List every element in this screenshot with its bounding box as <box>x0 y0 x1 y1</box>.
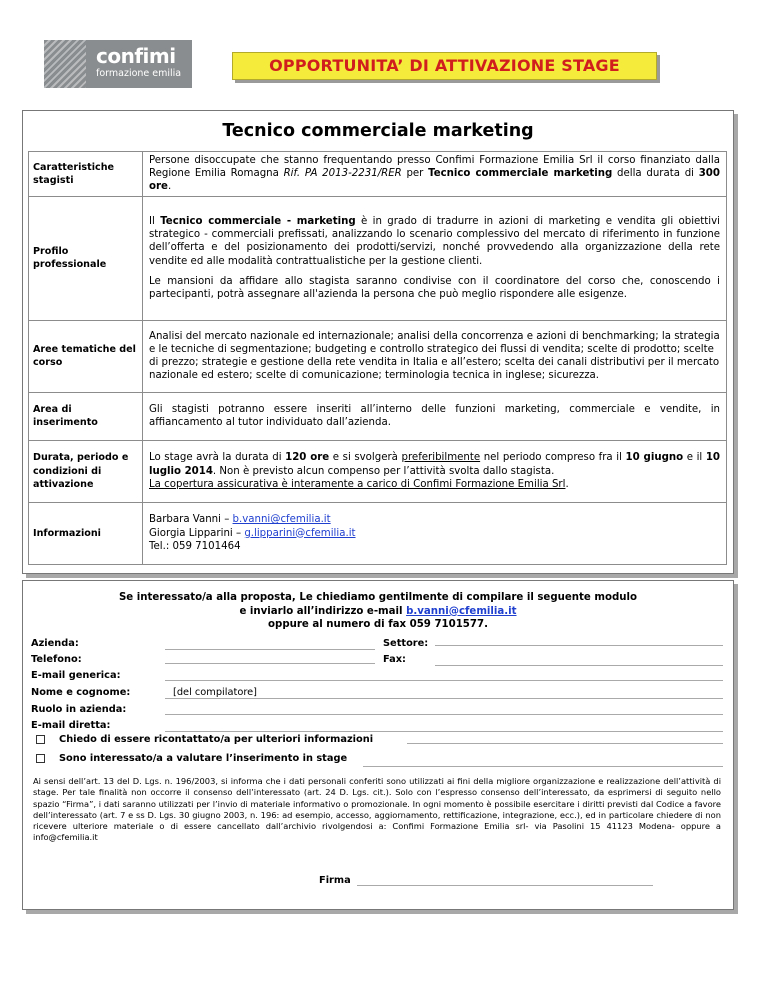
page-banner-title: OPPORTUNITA’ DI ATTIVAZIONE STAGE <box>232 52 657 80</box>
checkbox-ricontatto[interactable] <box>36 735 45 744</box>
stage-offer-card <box>22 110 734 574</box>
row-caratteristiche <box>29 152 727 197</box>
input-azienda[interactable] <box>165 649 375 650</box>
value-profilo <box>143 196 727 320</box>
response-form <box>22 580 734 910</box>
input-email-generica[interactable] <box>165 680 723 681</box>
label-inserimento: Sono interessato/a a valutare l’inserimento in stage <box>59 753 348 764</box>
contact-phone: Tel.: 059 7101464 <box>149 540 241 552</box>
input-firma[interactable] <box>357 885 653 886</box>
confimi-logo <box>44 40 192 88</box>
text: nel periodo compreso fra il <box>480 452 626 464</box>
input-fax[interactable] <box>435 665 723 666</box>
text: e inviarlo all’indirizzo e-mail <box>239 605 407 617</box>
profilo-paragraph-1 <box>149 215 720 268</box>
rif-pa: Rif. PA 2013-2231/RER <box>283 168 402 180</box>
input-ricontatto-note[interactable] <box>407 743 723 744</box>
logo-subtitle: formazione emilia <box>96 68 182 79</box>
course-hours: 300 ore <box>149 168 720 193</box>
label-settore: Settore: <box>383 638 429 649</box>
text: . <box>167 181 172 193</box>
row-informazioni <box>29 502 727 564</box>
intro-line <box>23 605 733 619</box>
card-title: Tecnico commerciale marketing <box>222 121 534 141</box>
insurance-note: La copertura assicurativa è interamente a carico di Confimi Formazione Emilia Srl <box>149 478 566 490</box>
label-ricontatto: Chiedo di essere ricontattato/a per ulteriori informazioni <box>59 734 374 745</box>
value-aree: Analisi del mercato nazionale ed internazionale; analisi della concorrenza e azioni di benchmarking; la strategia e le tecniche di segmentazione; budgeting e controllo strategico dei flussi di vendita; scelte di prodotto; scelte di prezzo; strategie e gestione della rete vendita in Italia e all’estero; scelta dei canali distributivi per il mercato nazionale ed estero; scelte di comunicazione; terminologia tecnica in inglese; sicurezza. <box>143 320 727 392</box>
logo-brand: confimi <box>96 44 176 68</box>
label-azienda: Azienda: <box>31 638 79 649</box>
input-settore[interactable] <box>435 645 723 646</box>
label-aree: Aree tematiche del corso <box>29 320 143 392</box>
label-firma: Firma <box>319 875 351 886</box>
text: Lo stage avrà la durata di <box>149 452 286 464</box>
text: Il <box>149 216 161 227</box>
row-area-inserimento <box>29 392 727 440</box>
input-nome[interactable] <box>165 698 723 699</box>
label-email-diretta: E-mail diretta: <box>31 720 111 731</box>
intro-line: Se interessato/a alla proposta, Le chiediamo gentilmente di compilare il seguente modulo <box>118 592 638 603</box>
contact-1 <box>149 513 720 526</box>
checkbox-inserimento[interactable] <box>36 754 45 763</box>
intro-line: oppure al numero di fax 059 7101577. <box>268 619 488 630</box>
text: e si svolgerà <box>329 452 402 464</box>
label-profilo: Profilo professionale <box>29 196 143 320</box>
text: e il <box>683 452 706 464</box>
value-area-inserimento: Gli stagisti potranno essere inseriti all’interno delle funzioni marketing, commerciale e vendite, in affiancamento al tutor individuato dall’azienda. <box>143 392 727 440</box>
text: è in grado di tradurre in azioni di marketing e vendita gli obiettivi strategico - commerciali prefissati, analizzando lo scenario complessivo del mercato di riferimento in funzione dell’offerta e del posizionamento dei prodotti/servizi, nonché provvedendo alla organizzazione della rete vendite ed alle modalità contrattualistiche per la gestione clienti. <box>149 216 720 267</box>
end-date: 10 luglio 2014 <box>149 452 720 477</box>
form-email-link[interactable]: b.vanni@cfemilia.it <box>406 605 517 617</box>
course-name: Tecnico commerciale marketing <box>428 168 613 180</box>
preferibilmente: preferibilmente <box>401 452 481 464</box>
input-email-diretta[interactable] <box>165 731 723 732</box>
label-ruolo: Ruolo in azienda: <box>31 704 127 715</box>
label-nome: Nome e cognome: <box>31 687 131 698</box>
label-area-inserimento: Area di inserimento <box>29 392 143 440</box>
start-date: 10 giugno <box>625 452 684 464</box>
label-informazioni: Informazioni <box>29 502 143 564</box>
profile-name: Tecnico commerciale - marketing <box>160 216 356 227</box>
label-fax: Fax: <box>383 654 406 665</box>
input-ruolo[interactable] <box>165 714 723 715</box>
text: Persone disoccupate che stanno frequentando presso Confimi Formazione Emilia Srl il corso finanziato dalla Regione Emilia Romagna <box>149 155 720 180</box>
contact-name: Giorgia Lipparini – <box>149 527 245 539</box>
profilo-paragraph-2: Le mansioni da affidare allo stagista saranno condivise con il coordinatore del corso che, conoscendo i partecipanti, potrà assegnare all'azienda la persona che può meglio rispondere alle esigenze. <box>149 275 720 301</box>
stage-details-table <box>28 151 727 565</box>
value-durata <box>143 440 727 502</box>
contact-name: Barbara Vanni – <box>149 514 233 526</box>
value-caratteristiche <box>143 152 727 197</box>
text: . <box>565 478 569 490</box>
form-intro <box>23 591 733 632</box>
privacy-notice: Ai sensi dell’art. 13 del D. Lgs. n. 196/2003, si informa che i dati personali conferiti sono utilizzati ai fini della migliore organizzazione e realizzazione dell’attività di stage. Per tale finalità non occorre il consenso dell’interessato (art. 24 D. Lgs. cit.). Solo con l’espresso consenso dell’interessato, da esprimersi di seguito nello spazio “Firma”, i dati saranno utilizzati per l’invio di materiale informativo o promozionale. In ogni momento è possibile esercitare i diritti previsti dal Codice a favore dell’interessato (art. 7 e ss D. Lgs. 30 giugno 2003, n. 196: ad esempio, accesso, aggiornamento, rettificazione, integrazione, ecc.), ed in particolare chiedere di non ricevere ulteriore materiale o di essere cancellato dall’archivio rivolgendosi a: Confimi Formazione Emilia srl- via Pasolini 15 41123 Modena- oppure a info@cfemilia.it <box>33 776 721 843</box>
contact-2 <box>149 527 720 540</box>
logo-mark-icon <box>44 40 86 88</box>
contact-email-link[interactable]: g.lipparini@cfemilia.it <box>244 527 356 539</box>
text: per <box>401 168 429 180</box>
label-caratteristiche: Caratteristiche stagisti <box>29 152 143 197</box>
row-aree <box>29 320 727 392</box>
contact-email-link[interactable]: b.vanni@cfemilia.it <box>232 514 331 526</box>
label-email-generica: E-mail generica: <box>31 670 121 681</box>
input-telefono[interactable] <box>165 663 375 664</box>
input-inserimento-note[interactable] <box>363 766 723 767</box>
row-durata <box>29 440 727 502</box>
nome-hint: [del compilatore] <box>173 687 257 698</box>
value-informazioni <box>143 502 727 564</box>
text: della durata di <box>612 168 699 180</box>
label-durata: Durata, periodo e condizioni di attivazione <box>29 440 143 502</box>
row-profilo <box>29 196 727 320</box>
stage-hours: 120 ore <box>285 452 330 464</box>
text: . Non è previsto alcun compenso per l’attività svolta dallo stagista. <box>212 465 555 477</box>
label-telefono: Telefono: <box>31 654 82 665</box>
